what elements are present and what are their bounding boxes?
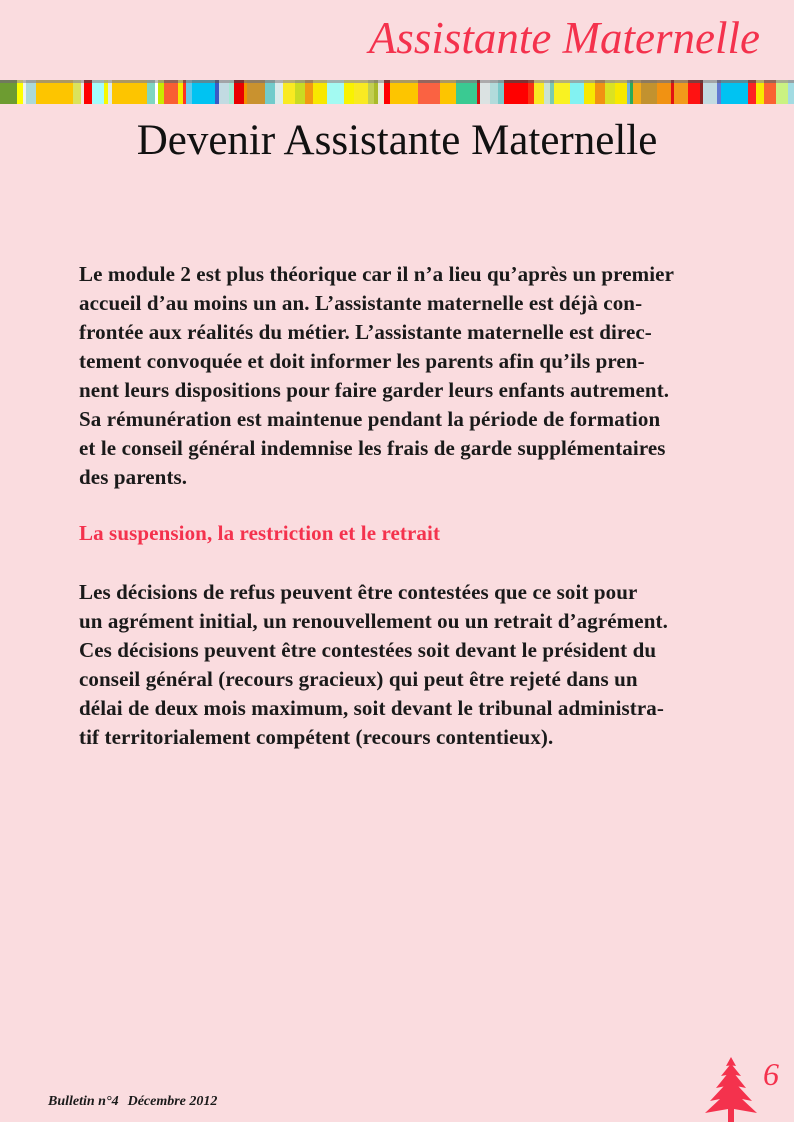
stripe (554, 83, 570, 104)
stripe (748, 80, 756, 83)
stripe (480, 80, 490, 83)
stripe (674, 83, 688, 104)
stripe (84, 83, 92, 104)
stripe (756, 80, 764, 83)
stripe (641, 83, 657, 104)
stripe (234, 80, 244, 83)
text-line: accueil d’au moins un an. L’assistante maternelle est déjà con- (79, 291, 643, 315)
text-line: Sa rémunération est maintenue pendant la période de formation (79, 407, 661, 431)
stripe (275, 80, 283, 83)
stripe (504, 80, 528, 83)
stripe (36, 80, 72, 83)
stripe (344, 83, 354, 104)
stripe (390, 83, 418, 104)
stripe (776, 80, 788, 83)
text-line: frontée aux réalités du métier. L’assistante maternelle est direc- (79, 320, 652, 344)
stripe (418, 83, 440, 104)
stripe (247, 83, 265, 104)
stripe (354, 80, 368, 83)
stripe (313, 80, 327, 83)
text-line: Le module 2 est plus théorique car il n’a lieu qu’après un premier (79, 262, 674, 286)
stripe (633, 80, 641, 83)
stripe (418, 80, 440, 83)
text-line: des parents. (79, 465, 188, 489)
stripe (265, 83, 275, 104)
stripe (234, 83, 244, 104)
stripe (788, 80, 794, 83)
stripe (295, 80, 305, 83)
stripe (247, 80, 265, 83)
stripe (147, 80, 155, 83)
stripe (490, 80, 498, 83)
stripe (534, 80, 544, 83)
stripe-bar (0, 83, 794, 104)
text-line: tif territorialement compétent (recours contentieux). (79, 725, 554, 749)
stripe (92, 83, 104, 104)
stripe (721, 80, 747, 83)
stripe (570, 83, 584, 104)
stripe (688, 83, 700, 104)
page-title: Devenir Assistante Maternelle (136, 117, 658, 164)
stripe (390, 80, 418, 83)
stripe (605, 83, 615, 104)
stripe (192, 83, 214, 104)
footer-date: Décembre 2012 (127, 1094, 218, 1109)
footer-bulletin-number: Bulletin n°4 (48, 1094, 119, 1109)
stripe (0, 80, 17, 83)
stripe (554, 80, 570, 83)
stripe (344, 80, 354, 83)
stripe (219, 83, 229, 104)
stripe (26, 80, 36, 83)
stripe (584, 83, 594, 104)
text-line: un agrément initial, un renouvellement ou un retrait d’agrément. (79, 609, 668, 633)
stripe (703, 83, 717, 104)
stripe (440, 80, 456, 83)
stripe (147, 83, 155, 104)
stripe (26, 83, 36, 104)
stripe-bar-top-edge (0, 80, 794, 83)
stripe (192, 80, 214, 83)
stripe (703, 80, 717, 83)
stripe (305, 83, 313, 104)
stripe (490, 83, 498, 104)
stripe (480, 83, 490, 104)
stripe (275, 83, 283, 104)
section-subheading: La suspension, la restriction et le retrait (79, 521, 441, 545)
text-line: Les décisions de refus peuvent être contestées que ce soit pour (79, 580, 638, 604)
newsletter-masthead: Assistante Maternelle (368, 13, 760, 63)
text-line: Ces décisions peuvent être contestées soit devant le président du (79, 638, 657, 662)
stripe (633, 83, 641, 104)
stripe (283, 83, 295, 104)
stripe (283, 80, 295, 83)
stripe (354, 83, 368, 104)
stripe (295, 83, 305, 104)
stripe (584, 80, 594, 83)
text-line: et le conseil général indemnise les frais de garde supplémentaires (79, 436, 666, 460)
text-line: conseil général (recours gracieux) qui peut être rejeté dans un (79, 667, 638, 691)
stripe (456, 80, 476, 83)
stripe (0, 83, 17, 104)
stripe (112, 83, 147, 104)
stripe (688, 80, 700, 83)
text-line: tement convoquée et doit informer les parents afin qu’ils pren- (79, 349, 645, 373)
stripe (327, 83, 343, 104)
stripe (327, 80, 343, 83)
stripe (36, 83, 72, 104)
stripe (73, 83, 81, 104)
text-line: délai de deux mois maximum, soit devant le tribunal administra- (79, 696, 664, 720)
stripe (164, 80, 178, 83)
stripe (112, 80, 147, 83)
stripe (92, 80, 104, 83)
stripe (305, 80, 313, 83)
stripe (657, 80, 671, 83)
stripe (764, 80, 776, 83)
stripe (534, 83, 544, 104)
stripe (756, 83, 764, 104)
article-body (79, 260, 751, 752)
page-number: 6 (763, 1056, 779, 1092)
stripe (570, 80, 584, 83)
stripe (440, 83, 456, 104)
paragraph-decisions-refus (79, 578, 751, 752)
decorative-stripe-bar (0, 80, 794, 104)
stripe (776, 83, 788, 104)
stripe (84, 80, 92, 83)
stripe (674, 80, 688, 83)
stripe (615, 83, 627, 104)
stripe (764, 83, 776, 104)
paragraph-module-2 (79, 260, 751, 492)
stripe (721, 83, 747, 104)
stripe (595, 80, 605, 83)
stripe (615, 80, 627, 83)
stripe (164, 83, 178, 104)
pine-tree-icon (703, 1056, 759, 1122)
stripe (595, 83, 605, 104)
stripe (657, 83, 671, 104)
stripe (788, 83, 794, 104)
stripe (265, 80, 275, 83)
stripe (748, 83, 756, 104)
stripe (605, 80, 615, 83)
stripe (504, 83, 528, 104)
stripe (73, 80, 81, 83)
footer-bulletin-info (48, 1094, 217, 1110)
stripe (641, 80, 657, 83)
stripe (219, 80, 229, 83)
stripe (313, 83, 327, 104)
text-line: nent leurs dispositions pour faire garder leurs enfants autrement. (79, 378, 670, 402)
stripe (456, 83, 476, 104)
